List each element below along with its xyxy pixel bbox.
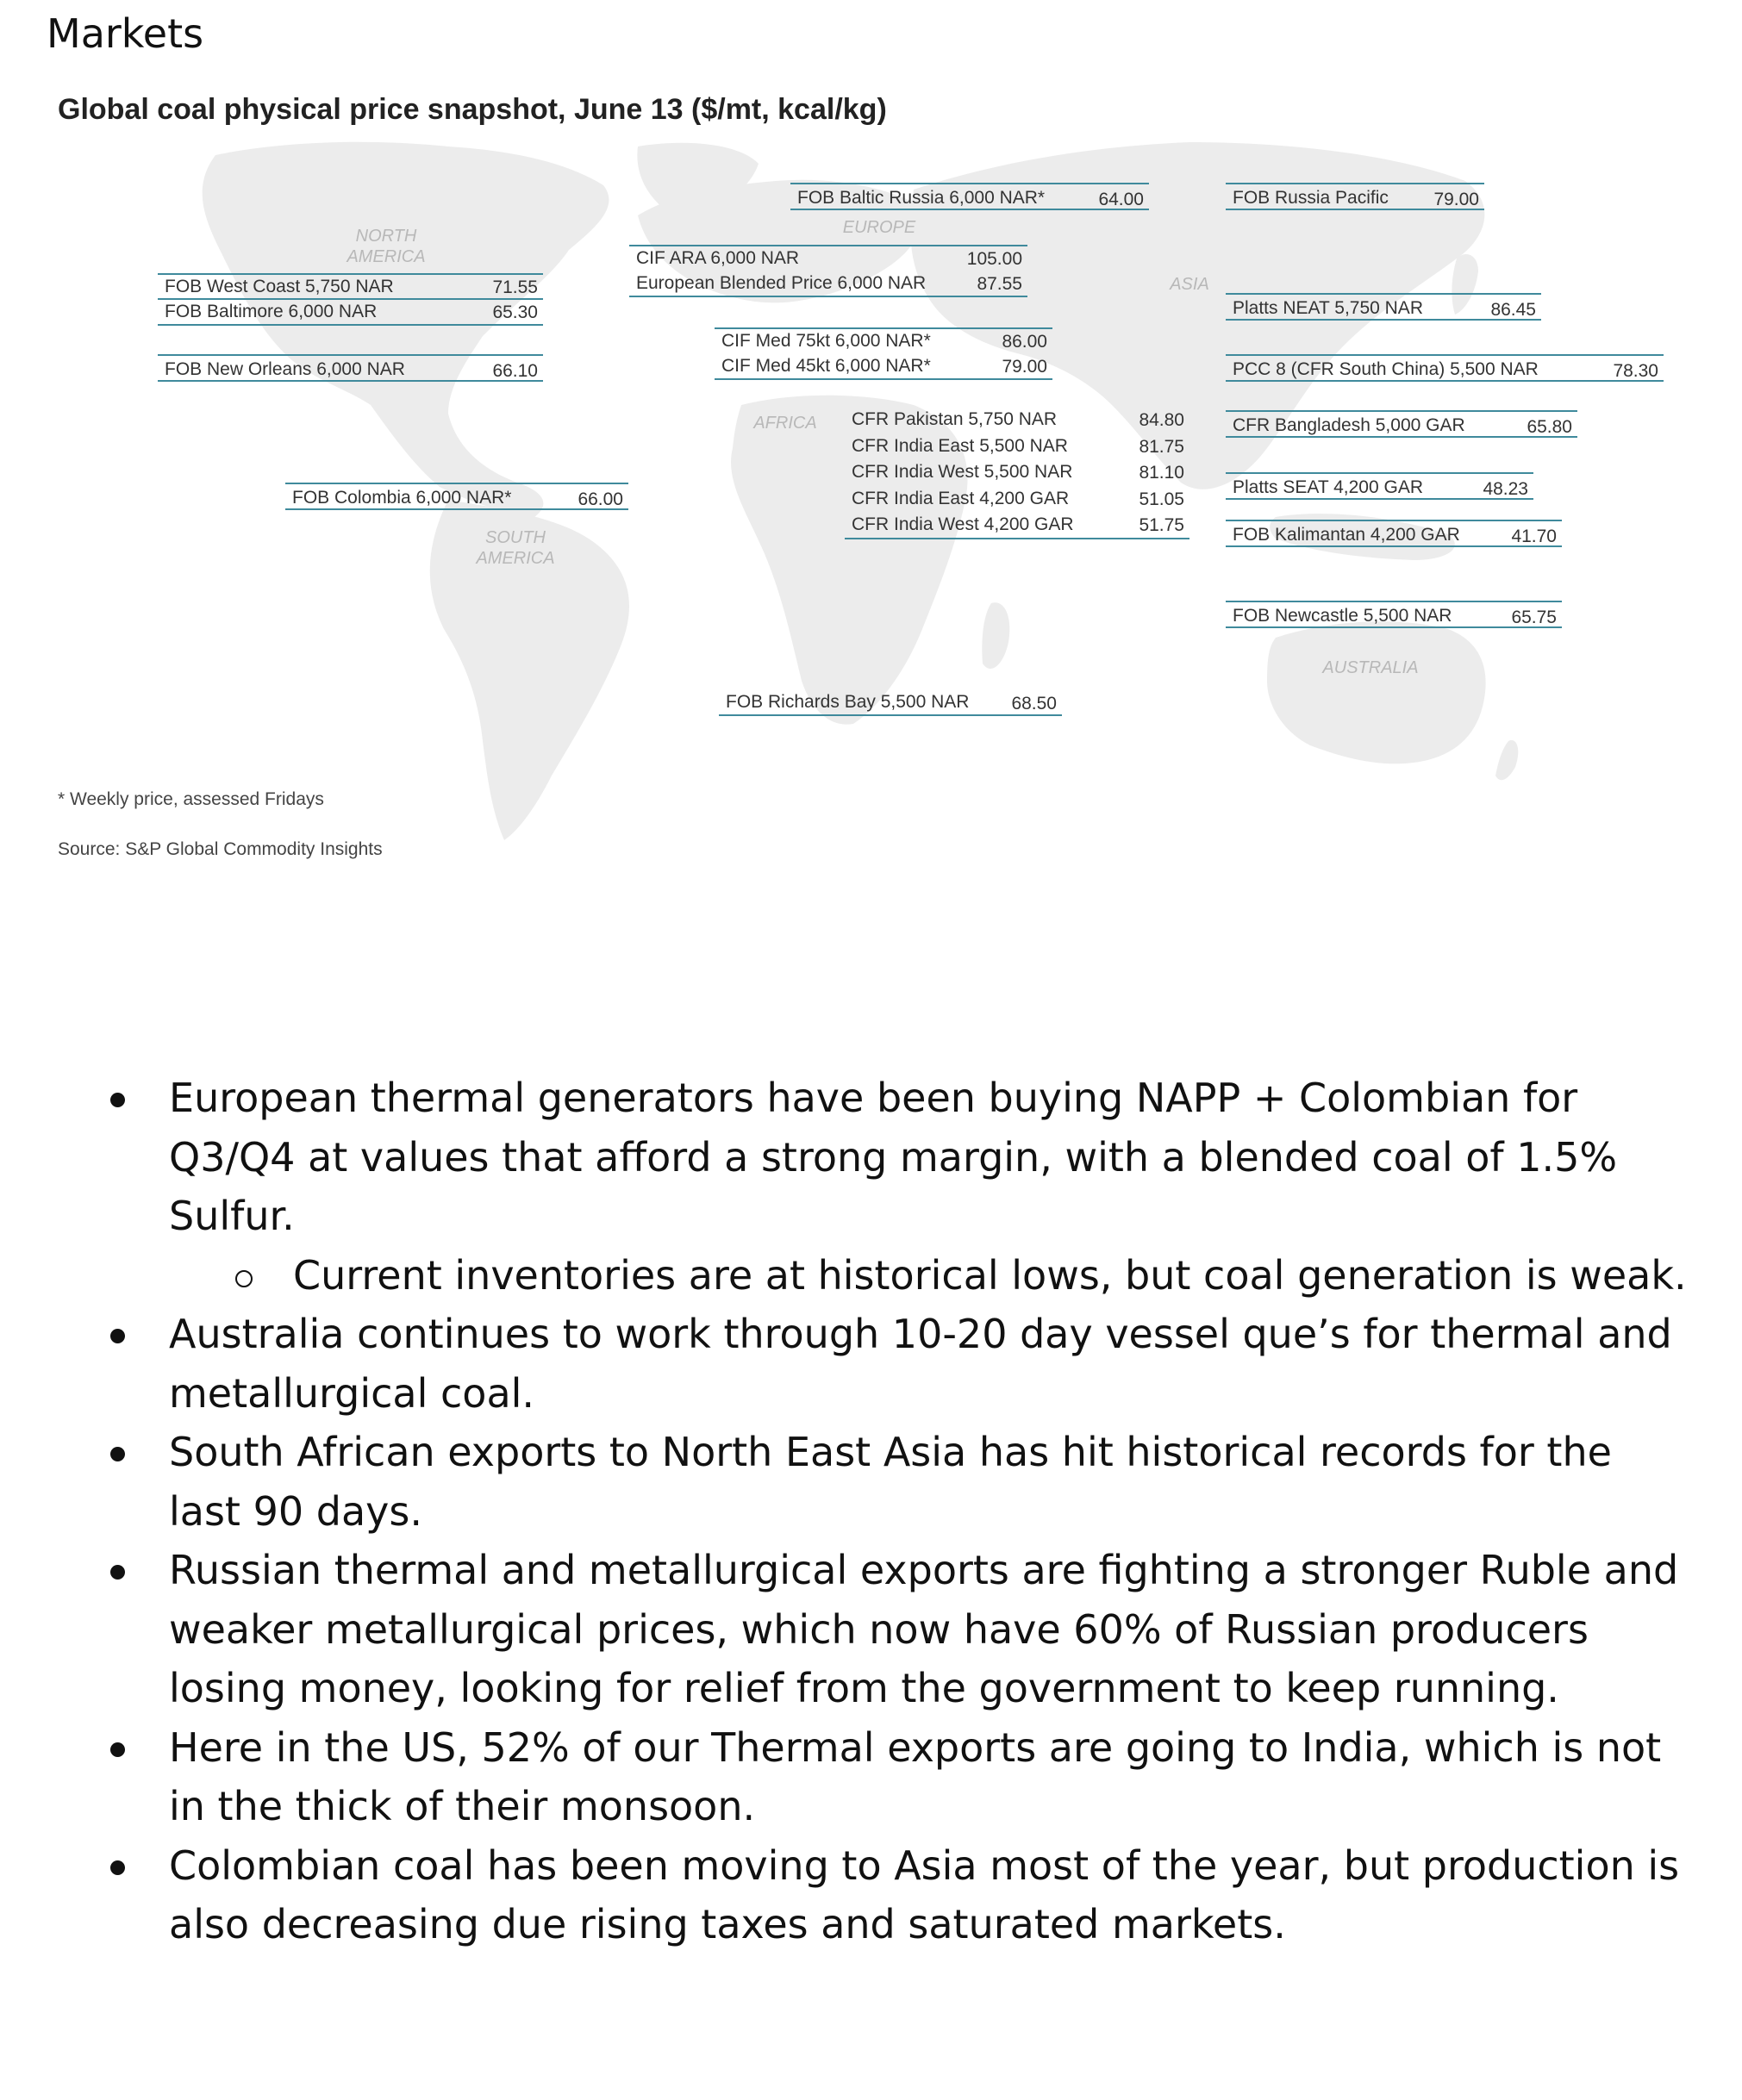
price-name: PCC 8 (CFR South China) 5,500 NAR — [1233, 359, 1539, 379]
bullet-item — [0, 1836, 1742, 1954]
price-row-fob-colombia — [285, 483, 628, 510]
price-value: 81.75 — [1139, 436, 1184, 457]
region-label-south-america: SOUTH AMERICA — [476, 528, 555, 568]
price-value: 65.80 — [1527, 417, 1572, 437]
price-value: 51.05 — [1139, 489, 1184, 509]
price-value: 84.80 — [1139, 410, 1184, 430]
sub-bullet-item — [0, 1246, 1742, 1305]
region-label-australia: AUSTRALIA — [1322, 658, 1419, 677]
price-value: 65.75 — [1511, 608, 1557, 627]
price-row-cif-med-75 — [715, 327, 1052, 354]
price-name: CIF Med 45kt 6,000 NAR* — [721, 355, 931, 376]
landmass-madagascar — [982, 602, 1009, 669]
price-name: CFR India East 5,500 NAR — [852, 435, 1068, 456]
bullet-dot — [110, 1093, 125, 1107]
bullet-text: South African exports to North East Asia has hit historical records for the last 90 days. — [169, 1429, 1612, 1535]
price-row-cfr-india-west-5500 — [845, 460, 1189, 487]
price-value: 71.55 — [492, 277, 538, 297]
price-name: FOB New Orleans 6,000 NAR — [165, 359, 405, 379]
price-group-us-coast — [158, 273, 543, 326]
price-row-cif-med-45 — [715, 354, 1052, 381]
price-row-fob-baltic-russia — [790, 183, 1149, 210]
map-footnote: * Weekly price, assessed Fridays — [58, 789, 324, 809]
price-value: 51.75 — [1139, 515, 1184, 535]
price-name: Platts NEAT 5,750 NAR — [1233, 298, 1423, 318]
map-source: Source: S&P Global Commodity Insights — [58, 839, 383, 859]
price-name: FOB Baltic Russia 6,000 NAR* — [797, 188, 1046, 208]
price-name: FOB Kalimantan 4,200 GAR — [1233, 525, 1460, 545]
price-row-fob-newcastle — [1226, 601, 1562, 628]
price-value: 105.00 — [966, 249, 1022, 269]
price-row-fob-baltimore — [158, 300, 543, 327]
price-name: FOB Colombia 6,000 NAR* — [292, 488, 512, 508]
bullet-dot — [110, 1860, 125, 1875]
price-row-fob-richards-bay — [719, 689, 1062, 716]
price-value: 66.10 — [492, 361, 538, 381]
page-heading: Markets — [47, 10, 204, 57]
price-name: European Blended Price 6,000 NAR — [636, 272, 927, 293]
price-row-fob-kalimantan — [1226, 520, 1562, 547]
price-name: Platts SEAT 4,200 GAR — [1233, 477, 1423, 497]
bullet-text: European thermal generators have been buying NAPP + Colombian for Q3/Q4 at values that afford a strong margin, with a blended coal of 1.5% Sulfur. — [169, 1075, 1618, 1239]
bullet-item — [0, 1718, 1742, 1836]
price-name: CFR India East 4,200 GAR — [852, 488, 1070, 508]
price-name: FOB Russia Pacific — [1233, 188, 1389, 208]
price-value: 65.30 — [492, 302, 538, 322]
price-row-fob-new-orleans — [158, 354, 543, 382]
price-name: CIF ARA 6,000 NAR — [636, 248, 800, 268]
price-name: CFR Bangladesh 5,000 GAR — [1233, 415, 1465, 435]
price-row-cfr-india-east-4200 — [845, 487, 1189, 514]
bullet-dot — [110, 1447, 125, 1461]
price-group-india — [845, 408, 1189, 539]
map-title: Global coal physical price snapshot, June 13 ($/mt, kcal/kg) — [58, 93, 887, 126]
price-value: 79.00 — [1433, 190, 1479, 209]
price-value: 78.30 — [1613, 361, 1658, 381]
landmass-new-zealand — [1495, 740, 1518, 780]
price-value: 81.10 — [1139, 463, 1184, 483]
price-row-cfr-india-west-4200 — [845, 513, 1189, 539]
region-label-africa: AFRICA — [753, 414, 817, 433]
price-value: 41.70 — [1511, 527, 1557, 546]
landmass-australia — [1267, 621, 1486, 763]
price-name: CIF Med 75kt 6,000 NAR* — [721, 331, 931, 351]
region-label-north-america: NORTH AMERICA — [347, 227, 426, 266]
price-row-cfr-india-east-5500 — [845, 434, 1189, 461]
bullet-text: Current inventories are at historical lows, but coal generation is weak. — [293, 1251, 1687, 1299]
bullet-item — [0, 1069, 1698, 1246]
bullet-text: Colombian coal has been moving to Asia most of the year, but production is also decreasing due rising taxes and saturated markets. — [169, 1841, 1680, 1947]
bullet-text: Russian thermal and metallurgical exports are fighting a stronger Ruble and weaker metallurgical prices, which now have 60% of Russian producers losing money, looking for relief from the government to keep running. — [169, 1547, 1679, 1711]
region-label-asia: ASIA — [1170, 275, 1209, 294]
bullet-text: Australia continues to work through 10-20 day vessel que’s for thermal and metallurgical coal. — [169, 1311, 1672, 1417]
price-row-cfr-pakistan — [845, 408, 1189, 434]
price-name: FOB West Coast 5,750 NAR — [165, 277, 394, 296]
world-price-map — [0, 0, 1742, 905]
price-row-platts-seat — [1226, 472, 1533, 500]
bullet-item — [0, 1423, 1742, 1541]
price-row-fob-russia-pacific — [1226, 183, 1484, 210]
price-row-cfr-bangladesh — [1226, 410, 1577, 438]
bullet-list — [0, 1069, 1742, 1954]
price-group-europe — [629, 245, 1027, 297]
bullet-dot — [110, 1329, 125, 1343]
bullet-dot — [110, 1742, 125, 1757]
price-name: FOB Newcastle 5,500 NAR — [1233, 606, 1452, 626]
price-name: CFR India West 5,500 NAR — [852, 462, 1073, 482]
price-row-pcc8 — [1226, 354, 1664, 382]
price-value: 48.23 — [1483, 479, 1528, 499]
price-value: 66.00 — [578, 489, 623, 509]
price-value: 86.45 — [1490, 300, 1536, 320]
price-name: CFR Pakistan 5,750 NAR — [852, 409, 1058, 429]
bullet-item — [0, 1541, 1742, 1718]
price-row-cif-ara — [629, 245, 1027, 271]
landmass-north-america — [203, 142, 609, 517]
price-row-platts-neat — [1226, 293, 1541, 321]
price-value: 86.00 — [1002, 332, 1047, 352]
price-value: 87.55 — [977, 273, 1022, 294]
price-row-european-blended — [629, 271, 1027, 298]
region-label-europe: EUROPE — [842, 218, 916, 237]
price-name: FOB Richards Bay 5,500 NAR — [726, 692, 970, 712]
sub-bullet-circle — [235, 1270, 253, 1287]
price-value: 64.00 — [1098, 190, 1144, 209]
price-value: 68.50 — [1011, 694, 1057, 714]
price-name: FOB Baltimore 6,000 NAR — [165, 301, 378, 321]
bullet-text: Here in the US, 52% of our Thermal exports are going to India, which is not in the thick of their monsoon. — [169, 1723, 1662, 1829]
bullet-item — [0, 1305, 1742, 1423]
bullet-dot — [110, 1565, 125, 1580]
price-row-fob-west-coast — [158, 273, 543, 300]
price-group-med — [715, 327, 1052, 380]
price-name: CFR India West 4,200 GAR — [852, 514, 1074, 534]
price-value: 79.00 — [1002, 356, 1047, 377]
